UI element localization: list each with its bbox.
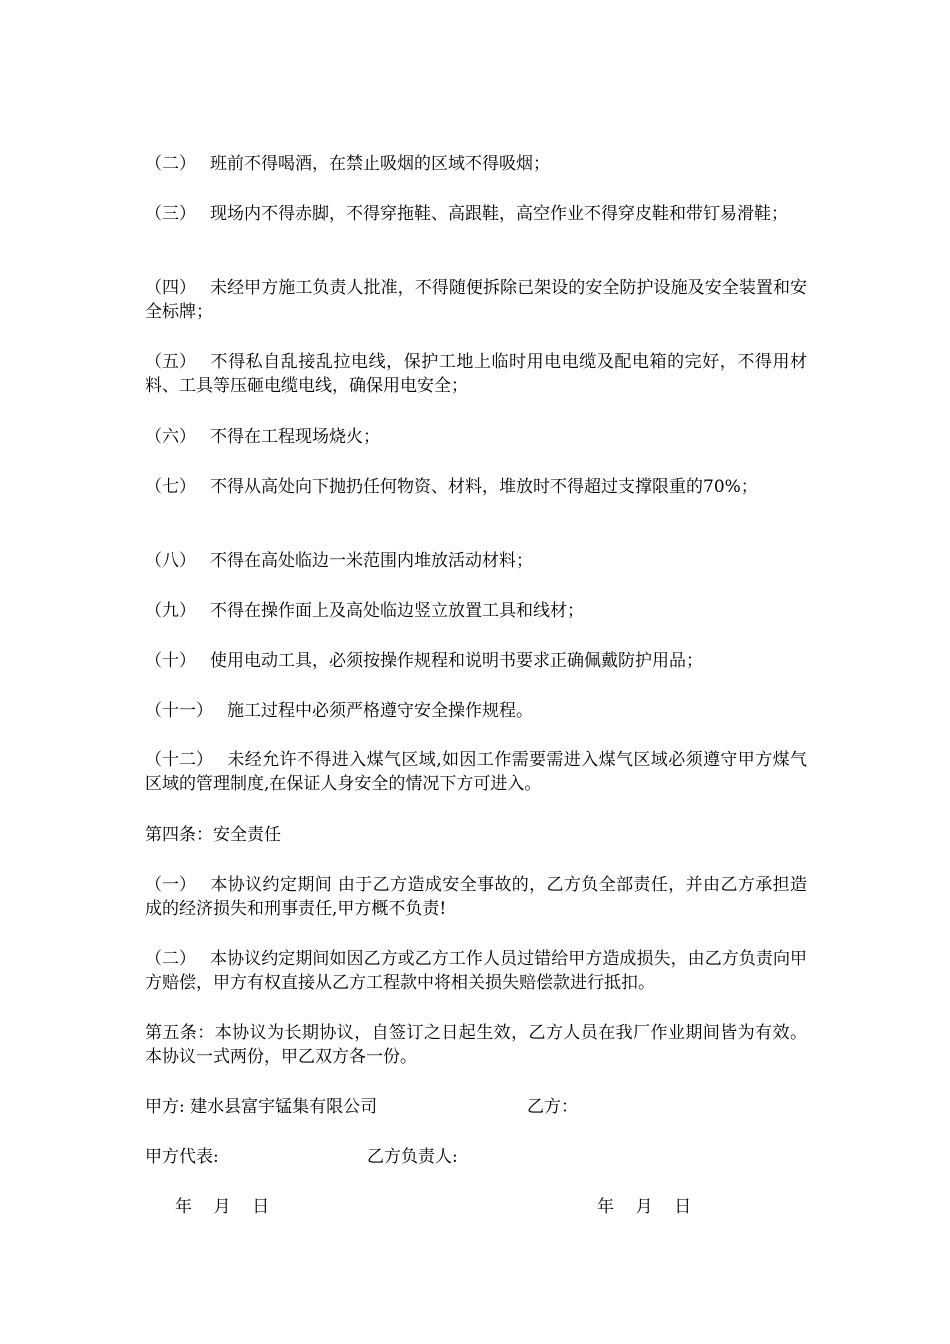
party-b-representative: 乙方负责人:	[367, 1147, 458, 1167]
clause-number: （三）	[145, 204, 196, 224]
clause-number: （九）	[145, 601, 196, 621]
date-left: 年 月 日	[175, 1197, 270, 1217]
clause-number: （十）	[145, 651, 196, 671]
clause-text: 不得在操作面上及高处临边竖立放置工具和线材；	[210, 601, 584, 621]
clause-10	[145, 649, 807, 673]
clause-text: 不得在工程现场烧火；	[210, 427, 380, 447]
clause-3	[145, 202, 807, 226]
clause-number: （六）	[145, 427, 196, 447]
party-b-name: 乙方：	[527, 1097, 578, 1117]
clause-number: （四）	[145, 278, 196, 298]
clause-text: 班前不得喝酒，在禁止吸烟的区域不得吸烟；	[210, 154, 550, 174]
clause-text: 本协议约定期间 由于乙方造成安全事故的，乙方负全部责任，并由乙方承担造成的经济损失和刑事责任,甲方概不负责!	[145, 875, 807, 919]
clause-text: 不得私自乱接乱拉电线，保护工地上临时用电电缆及配电箱的完好，不得用材料、工具等压砸电缆电线，确保用电安全；	[145, 352, 807, 396]
clause-text: 现场内不得赤脚，不得穿拖鞋、高跟鞋，高空作业不得穿皮鞋和带钉易滑鞋；	[210, 204, 788, 224]
clause-number: （二）	[145, 949, 196, 969]
clause-7	[145, 475, 807, 499]
clause-8	[145, 549, 807, 573]
article-4-title: 第四条：安全责任	[145, 825, 281, 845]
article-4-item-2	[145, 947, 807, 995]
clause-4	[145, 276, 807, 324]
clause-text: 施工过程中必须严格遵守安全操作规程。	[227, 701, 533, 721]
clause-text: 使用电动工具，必须按操作规程和说明书要求正确佩戴防护用品；	[210, 651, 703, 671]
clause-9	[145, 599, 807, 623]
party-a-name: 甲方: 建水县富宇锰集有限公司	[145, 1097, 378, 1117]
party-a-representative: 甲方代表:	[145, 1147, 219, 1167]
clause-text: 不得从高处向下抛扔任何物资、材料，堆放时不得超过支撑限重的70%；	[210, 477, 758, 497]
clause-number: （七）	[145, 477, 196, 497]
clause-11	[145, 699, 807, 723]
date-right: 年 月 日	[597, 1197, 692, 1217]
article-5: 第五条：本协议为长期协议，自签订之日起生效，乙方人员在我厂作业期间皆为有效。本协议一式两份，甲乙双方各一份。	[145, 1023, 807, 1067]
clause-text: 本协议约定期间如因乙方或乙方工作人员过错给甲方造成损失，由乙方负责向甲方赔偿，甲方有权直接从乙方工程款中将相关损失赔偿款进行抵扣。	[145, 949, 807, 993]
clause-5	[145, 350, 807, 398]
clause-number: （十二）	[145, 750, 213, 770]
clause-text: 未经甲方施工负责人批准，不得随便拆除已架设的安全防护设施及安全装置和安全标牌；	[145, 278, 807, 322]
clause-12	[145, 748, 807, 796]
clause-number: （一）	[145, 875, 196, 895]
clause-6	[145, 425, 807, 449]
clause-2	[145, 152, 807, 176]
clause-number: （二）	[145, 154, 196, 174]
clause-text: 不得在高处临边一米范围内堆放活动材料；	[210, 551, 533, 571]
article-4-item-1	[145, 873, 807, 921]
clause-number: （十一）	[145, 701, 213, 721]
clause-number: （五）	[145, 352, 196, 372]
clause-text: 未经允许不得进入煤气区域,如因工作需要需进入煤气区域必须遵守甲方煤气区域的管理制度,在保证人身安全的情况下方可进入。	[145, 750, 807, 794]
clause-number: （八）	[145, 551, 196, 571]
